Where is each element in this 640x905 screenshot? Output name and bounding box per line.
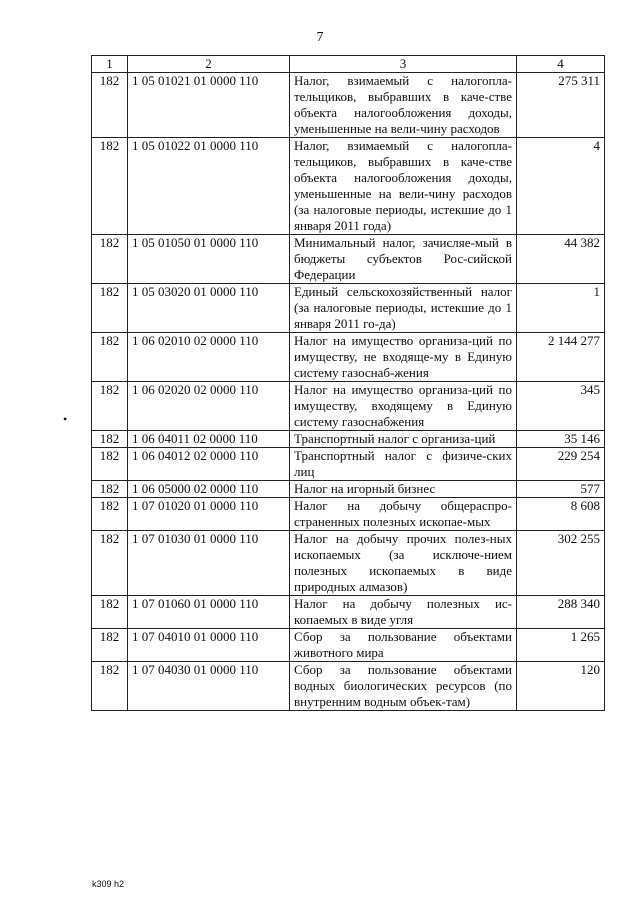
revenue-name-cell: Сбор за пользование объектами животного мира bbox=[290, 629, 517, 662]
table-row bbox=[92, 596, 605, 629]
revenue-name-cell: Единый сельскохозяйственный налог (за налоговые периоды, истекшие до 1 января 2011 го-да) bbox=[290, 284, 517, 333]
revenue-name-cell: Налог, взимаемый с налогопла-тельщиков, выбравших в каче-стве объекта налогообложения доходы, уменьшенные на вели-чину расходов bbox=[290, 73, 517, 138]
amount-cell: 1 bbox=[517, 284, 605, 333]
admin-code-cell: 182 bbox=[92, 382, 128, 431]
revenue-name-cell: Налог на добычу общераспро-страненных полезных ископае-мых bbox=[290, 498, 517, 531]
admin-code-cell: 182 bbox=[92, 498, 128, 531]
admin-code-cell: 182 bbox=[92, 629, 128, 662]
table-row bbox=[92, 382, 605, 431]
budget-code-cell: 1 07 01030 01 0000 110 bbox=[128, 531, 290, 596]
page-number: 7 bbox=[316, 30, 324, 45]
revenue-name-cell: Налог на имущество организа-ций по имуществу, входящему в Единую систему газоснабжения bbox=[290, 382, 517, 431]
amount-cell: 577 bbox=[517, 481, 605, 498]
revenue-name-cell: Налог на имущество организа-ций по имуществу, не входяще-му в Единую систему газоснаб-жения bbox=[290, 333, 517, 382]
revenue-name-cell: Налог на добычу прочих полез-ных ископаемых (за исключе-нием полезных ископаемых в виде природных алмазов) bbox=[290, 531, 517, 596]
header-col-3: 3 bbox=[290, 56, 517, 73]
admin-code-cell: 182 bbox=[92, 448, 128, 481]
table-row bbox=[92, 629, 605, 662]
header-col-1: 1 bbox=[92, 56, 128, 73]
admin-code-cell: 182 bbox=[92, 431, 128, 448]
budget-code-cell: 1 06 02010 02 0000 110 bbox=[128, 333, 290, 382]
table-header-row bbox=[92, 56, 605, 73]
admin-code-cell: 182 bbox=[92, 284, 128, 333]
budget-code-cell: 1 05 01050 01 0000 110 bbox=[128, 235, 290, 284]
table-row bbox=[92, 73, 605, 138]
revenue-name-cell: Налог на игорный бизнес bbox=[290, 481, 517, 498]
table-row bbox=[92, 138, 605, 235]
revenue-name-cell: Транспортный налог с организа-ций bbox=[290, 431, 517, 448]
header-col-2: 2 bbox=[128, 56, 290, 73]
budget-code-cell: 1 06 04012 02 0000 110 bbox=[128, 448, 290, 481]
table-row bbox=[92, 481, 605, 498]
amount-cell: 229 254 bbox=[517, 448, 605, 481]
amount-cell: 4 bbox=[517, 138, 605, 235]
budget-code-cell: 1 07 04010 01 0000 110 bbox=[128, 629, 290, 662]
table-row bbox=[92, 235, 605, 284]
header-col-4: 4 bbox=[517, 56, 605, 73]
amount-cell: 1 265 bbox=[517, 629, 605, 662]
amount-cell: 120 bbox=[517, 662, 605, 711]
revenue-name-cell: Минимальный налог, зачисляе-мый в бюджеты субъектов Рос-сийской Федерации bbox=[290, 235, 517, 284]
budget-code-cell: 1 06 05000 02 0000 110 bbox=[128, 481, 290, 498]
budget-code-cell: 1 06 02020 02 0000 110 bbox=[128, 382, 290, 431]
footer-code: k309 h2 bbox=[92, 879, 125, 889]
table-row bbox=[92, 284, 605, 333]
budget-code-cell: 1 05 01021 01 0000 110 bbox=[128, 73, 290, 138]
admin-code-cell: 182 bbox=[92, 531, 128, 596]
admin-code-cell: 182 bbox=[92, 662, 128, 711]
budget-code-cell: 1 07 01020 01 0000 110 bbox=[128, 498, 290, 531]
budget-code-cell: 1 05 03020 01 0000 110 bbox=[128, 284, 290, 333]
budget-code-cell: 1 07 01060 01 0000 110 bbox=[128, 596, 290, 629]
amount-cell: 275 311 bbox=[517, 73, 605, 138]
amount-cell: 8 608 bbox=[517, 498, 605, 531]
revenue-name-cell: Налог, взимаемый с налогопла-тельщиков, выбравших в каче-стве объекта налогообложения доходы, уменьшенные на вели-чину расходов (за налоговые периоды, истекшие до 1 января 2011 года) bbox=[290, 138, 517, 235]
stray-mark: • bbox=[63, 412, 68, 426]
admin-code-cell: 182 bbox=[92, 333, 128, 382]
admin-code-cell: 182 bbox=[92, 596, 128, 629]
table-row bbox=[92, 498, 605, 531]
revenue-name-cell: Транспортный налог с физиче-ских лиц bbox=[290, 448, 517, 481]
budget-revenue-table bbox=[91, 55, 605, 711]
table-row bbox=[92, 333, 605, 382]
admin-code-cell: 182 bbox=[92, 138, 128, 235]
table-row bbox=[92, 531, 605, 596]
admin-code-cell: 182 bbox=[92, 481, 128, 498]
budget-code-cell: 1 05 01022 01 0000 110 bbox=[128, 138, 290, 235]
budget-code-cell: 1 06 04011 02 0000 110 bbox=[128, 431, 290, 448]
amount-cell: 345 bbox=[517, 382, 605, 431]
admin-code-cell: 182 bbox=[92, 73, 128, 138]
amount-cell: 288 340 bbox=[517, 596, 605, 629]
table-row bbox=[92, 431, 605, 448]
amount-cell: 302 255 bbox=[517, 531, 605, 596]
revenue-name-cell: Сбор за пользование объектами водных биологических ресурсов (по внутренним водным объек-там) bbox=[290, 662, 517, 711]
table-row bbox=[92, 662, 605, 711]
amount-cell: 35 146 bbox=[517, 431, 605, 448]
amount-cell: 2 144 277 bbox=[517, 333, 605, 382]
revenue-name-cell: Налог на добычу полезных ис-копаемых в виде угля bbox=[290, 596, 517, 629]
budget-code-cell: 1 07 04030 01 0000 110 bbox=[128, 662, 290, 711]
table-row bbox=[92, 448, 605, 481]
amount-cell: 44 382 bbox=[517, 235, 605, 284]
admin-code-cell: 182 bbox=[92, 235, 128, 284]
